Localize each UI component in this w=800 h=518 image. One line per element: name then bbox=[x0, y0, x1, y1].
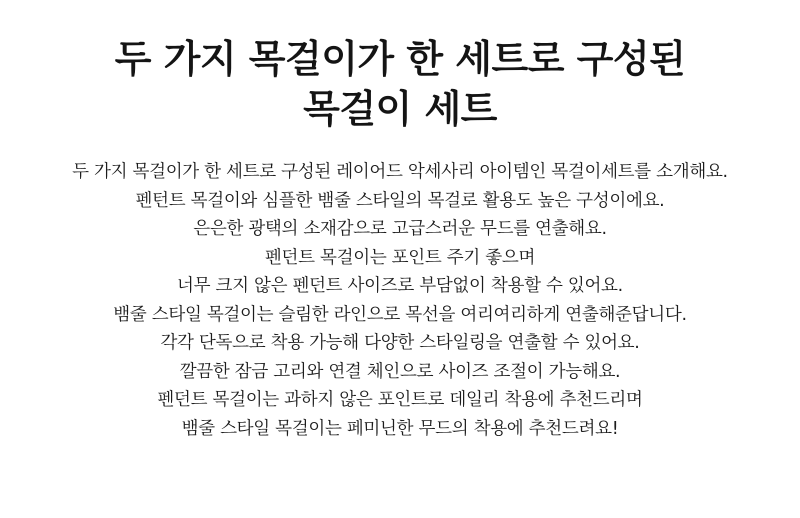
description-line-8: 깔끔한 잠금 고리와 연결 체인으로 사이즈 조절이 가능해요. bbox=[179, 361, 621, 382]
description-line-3: 은은한 광택의 소재감으로 고급스러운 무드를 연출해요. bbox=[193, 219, 607, 240]
description-line-1: 두 가지 목걸이가 한 세트로 구성된 레이어드 악세사리 아이템인 목걸이세트를 소개해요. bbox=[72, 162, 728, 183]
description-line-10: 뱀줄 스타일 목걸이는 페미닌한 무드의 착용에 추천드려요! bbox=[181, 418, 619, 439]
description-line-6: 뱀줄 스타일 목걸이는 슬림한 라인으로 목선을 여리여리하게 연출해준답니다. bbox=[113, 304, 687, 325]
page-title bbox=[40, 34, 760, 134]
page-title-line-2: 목걸이 세트 bbox=[303, 87, 497, 132]
description-line-7: 각각 단독으로 착용 가능해 다양한 스타일링을 연출할 수 있어요. bbox=[160, 333, 640, 354]
description-line-5: 너무 크지 않은 펜던트 사이즈로 부담없이 착용할 수 있어요. bbox=[177, 276, 623, 297]
description-line-4: 펜던트 목걸이는 포인트 주기 좋으며 bbox=[264, 247, 536, 268]
description-line-2: 펜턴트 목걸이와 심플한 뱀줄 스타일의 목걸로 활용도 높은 구성이에요. bbox=[135, 190, 665, 211]
page-title-line-1: 두 가지 목걸이가 한 세트로 구성된 bbox=[114, 37, 686, 81]
description-paragraph bbox=[5, 158, 795, 443]
description-line-9: 펜던트 목걸이는 과하지 않은 포인트로 데일리 착용에 추천드리며 bbox=[157, 390, 643, 411]
